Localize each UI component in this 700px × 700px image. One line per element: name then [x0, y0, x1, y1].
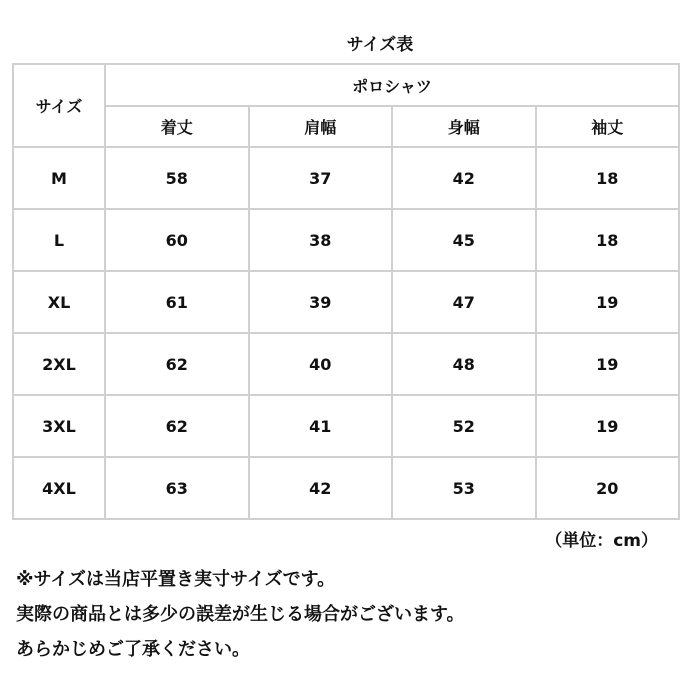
table-row	[13, 457, 679, 519]
size-label: 2XL	[13, 333, 105, 395]
table-cell: 48	[392, 333, 536, 395]
table-cell: 18	[536, 147, 680, 209]
table-cell: 19	[536, 333, 680, 395]
table-cell: 37	[249, 147, 393, 209]
size-label: M	[13, 147, 105, 209]
table-cell: 58	[105, 147, 249, 209]
note-line: 実際の商品とは多少の誤差が生じる場合がございます。	[16, 604, 465, 625]
table-cell: 39	[249, 271, 393, 333]
size-label: L	[13, 209, 105, 271]
size-label: 4XL	[13, 457, 105, 519]
unit-note: （単位：cm）	[545, 531, 658, 551]
table-row	[13, 333, 679, 395]
column-header-shoulder: 肩幅	[249, 106, 393, 147]
table-cell: 62	[105, 333, 249, 395]
size-label: 3XL	[13, 395, 105, 457]
size-chart-title: サイズ表	[346, 35, 414, 55]
table-cell: 20	[536, 457, 680, 519]
column-header-length: 着丈	[105, 106, 249, 147]
table-cell: 19	[536, 271, 680, 333]
disclaimer-notes	[16, 562, 465, 667]
table-cell: 47	[392, 271, 536, 333]
table-cell: 45	[392, 209, 536, 271]
table-cell: 63	[105, 457, 249, 519]
table-row	[13, 147, 679, 209]
table-cell: 53	[392, 457, 536, 519]
table-cell: 42	[249, 457, 393, 519]
table-row	[13, 209, 679, 271]
table-cell: 40	[249, 333, 393, 395]
product-group-header: ポロシャツ	[105, 64, 679, 106]
table-cell: 19	[536, 395, 680, 457]
table-row	[13, 271, 679, 333]
size-label: XL	[13, 271, 105, 333]
table-row	[13, 395, 679, 457]
table-cell: 41	[249, 395, 393, 457]
table-cell: 42	[392, 147, 536, 209]
table-cell: 52	[392, 395, 536, 457]
size-table	[12, 63, 680, 520]
column-header-width: 身幅	[392, 106, 536, 147]
column-header-sleeve: 袖丈	[536, 106, 680, 147]
size-column-header: サイズ	[13, 64, 105, 147]
table-cell: 18	[536, 209, 680, 271]
note-line: あらかじめご了承ください。	[16, 639, 250, 660]
table-cell: 61	[105, 271, 249, 333]
table-cell: 38	[249, 209, 393, 271]
table-cell: 62	[105, 395, 249, 457]
note-line: ※サイズは当店平置き実寸サイズです。	[16, 569, 336, 590]
table-cell: 60	[105, 209, 249, 271]
